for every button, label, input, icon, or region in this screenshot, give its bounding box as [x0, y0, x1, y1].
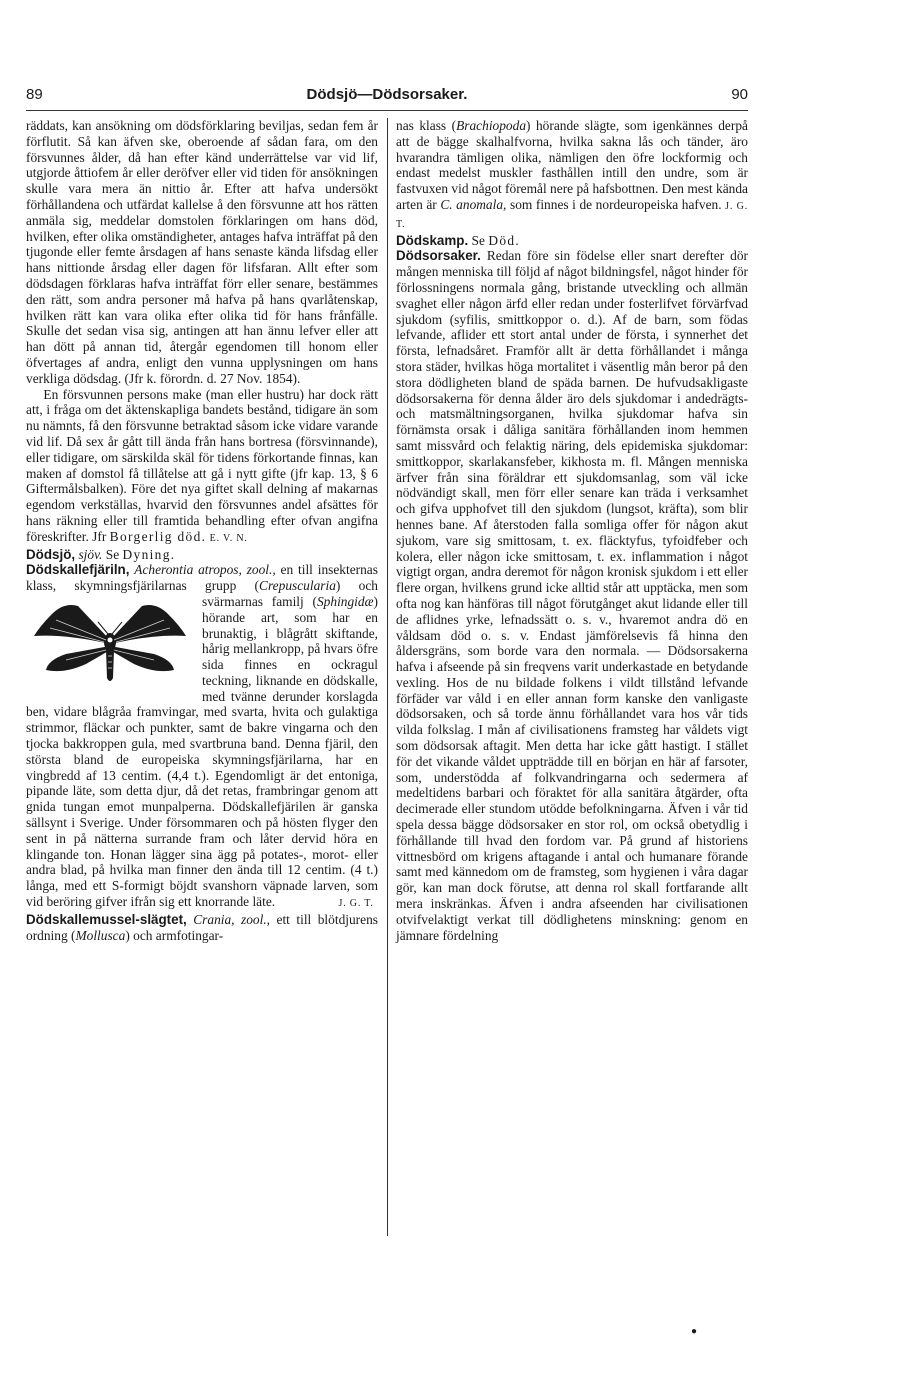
- text: Se: [471, 232, 485, 248]
- moth-illustration: [26, 596, 194, 690]
- text: som finnes i de nordeuropeiska hafven.: [509, 196, 722, 212]
- headword: Dödskallemussel-slägtet,: [26, 911, 187, 927]
- author-signature: E. V. N.: [209, 532, 248, 544]
- header-rule: [26, 110, 748, 111]
- page-number-left: 89: [26, 86, 43, 103]
- headword: Dödsjö,: [26, 546, 76, 562]
- entry-dodskallemussel: [26, 912, 378, 944]
- entry-dodsorsaker: [396, 248, 748, 943]
- text: Redan före sin födelse eller snart derefter dör mången menniska till följd af något bildningsfel, något hinder för förlossningens normala gång, bristande utveckling och allmän svaghet eller någon ärfd eller redan under fosterlifvet förvärfvad sjukdom (syfilis, smittkoppor o. d.). Af de barn, som födas lefvande, aflider ett stort antal under de första, i synnerhet det första, lefnadsåret. Framför allt är detta förhållandet i många stora städer, hvilkas höga mortalitet i väsentlig mån beror på den stora dödligheten bland de späda barnen. De hufvudsakligaste dödsorsakerna för denna ålder äro dels sjukdomar i andedrägts- och matsmältningsorganen, hvilka sjukdomar hafva sin förnämsta orsak i dåliga sanitära förhållanden inom hemmen samt missvård och felaktig näring, dels epidemiska sjukdomar: smittkoppor, skarlakansfeber, kikhosta m. fl. Mången menniska ärfver från sina föräldrar ett sjukdomsanlag, som väl icke nödvändigt skall, men förr eller senare kan träda i verksamhet och gifva upphofvet till den sjukdom (lungsot, kräfta), som blir hennes bane. Af återstoden falla somliga offer för någon akut sjukom, vare sig smittosam, t. ex. fläcktyfus, tyfoidfeber och kolera, eller någon icke smittosam, t. ex. inflammation i något vigtigt organ, andra deremot för någon kronisk sjukdom i ett eller flere organ, hvilkens grund icke alltid står att upptäcka, men som ofta nog kan hänföras till något förutgånget akut lidande eller till de aflidnes yrke, lefnadssätt o. s. v., hvaremot andra dö en våldsam död o. s. v. Endast jämförelsevis få hinna den åldersgräns, som borde vara den normala. — Dödsorsakerna hafva i afseende på sin freqvens varit underkastade en betydande vexling. Hos de nu bildade folkens i vildt tillstånd lefvande förfäder var våld i en eller annan form kanske den vanligaste dödsorsaken, och så torde ännu förhållandet vara hos vår tids vilda folkslag. I mån af civilisationens framsteg har våldets vigt som dödsorsak aftagit. Men detta har icke gått hastigt. I stället för det vikande våldet uppträdde till en början en här af farsoter, som, understödda af folkvandringarna och sedermera af medeltidens barbari och föraktet för alla sanitära åtgärder, ofta decimerade eller stundom utödde befolkningarna. Äfven i vår tid spela dessa bägge dödsorsaker en stor rol, om också obetydlig i förhållande till hvad den fordom var. På grund af historiens vittnesbörd om krigens aftagande i antal och humanare förande samt med kännedom om de framsteg, som hygienen i våra dagar gör, kan man dock förutse, att denna rol skall fortfarande allt mera inskränkas. Äfven i andra afseenden har civilisationen otvifvelaktigt verkat till dödlighetens minskning: genom en jämnare fördelning: [396, 248, 748, 943]
- latin-name: Mollusca: [75, 927, 126, 943]
- text: ) hörande art, som har en brunaktig, i blågrått skiftande, hårig mellankropp, på hvars öfre sida finnes en ockragul teckning, liknande en dödskalle, med tvänne derunder korslagda ben, vidare blågråa framvingar, med svarta, hvita och gulaktiga strimmor, fläckar och punkter, samt de bakre vingarna och den tjocka bakkroppen gula, med svartbruna band. Denna fjäril, den största bland de europeiska skymningsfjärilarna, har en vingbredd af 13 centim. (4,4 t.). Egendomligt är det entoniga, pipande läte, som detta djur, då det retas, frambringar genom att gnida tungan emot munpalperna. Dödskallefjärilen är ganska sällsynt i Sverige. Under försommaren och på hösten flyger den sent in på nätterna surrande fram och låter dervid höra en klingande ton. Honan lägger sina ägg på potates-, morot- eller andra blad, på hvilka man finner den ända till 12 centim. (4 t.) långa, med ett S-formigt böjdt svanshorn väpnade larven, som vid beröring gifver ifrån sig ett knorrande läte.: [26, 593, 378, 910]
- text: Se: [105, 546, 120, 562]
- cross-reference: Borgerlig död.: [109, 528, 207, 544]
- headword: Dödsorsaker.: [396, 248, 481, 264]
- headword: Dödskamp.: [396, 232, 469, 248]
- subject-label: sjöv.: [78, 546, 103, 562]
- latin-name: Acherontia atropos, zool.,: [134, 562, 276, 578]
- running-title: Dödsjö—Dödsorsaker.: [306, 86, 468, 103]
- latin-name: Crepuscularia: [259, 578, 336, 594]
- cross-reference: Död.: [488, 232, 521, 248]
- latin-name: Crania, zool.,: [193, 911, 271, 927]
- page-number-right: 90: [731, 86, 748, 103]
- cross-reference: Dyning.: [122, 546, 176, 562]
- author-signature: J. G. T.: [338, 898, 374, 910]
- entry-dodsjo: [26, 547, 378, 563]
- text: ) och svärmarnas familj (: [202, 578, 378, 609]
- headword: Dödskallefjäriln,: [26, 562, 130, 578]
- text: räddats, kan ansökning om dödsförklaring beviljas, sedan fem år förflutit. Så kan äfven ske, oberoende af sådan fara, om den försvunnes ålder, då han efter känd underrättelse var vid lif, utgjorde åttiofem år eller deröfver eller vid tiden för ansökningen skulle vara mera än nittio år. Efter att hafva undersökt förhållandena och utfärdat kallelse å den försvunne att hos rätten anmäla sig, meddelar domstolen förklaringen om hans död, hvilken, efter olika omständigheter, antages hafva inträffat på den tjugonde eller femte årsdagen af hans senaste kända lifsdag eller hans nittionde årsdag eller dagen för lifsfaran. Allt efter som dödsdagen förklaras hafva inträffat förr eller senare, bestämmes den rätt, som andra personer må hafva på hans qvarlåtenskap, hvilken rätt kan vara olika efter olika tid för hans frånfälle. Skulle det sedan visa sig, antingen att han ännu lefver eller att han dött på annan tid, återgår egendomen till honom eller öfvertages af andra, enligt den vunna upplysningen om hans verkliga dödsdag. (Jfr k. förordn. d. 27 Nov. 1854).: [26, 118, 378, 386]
- entry-dodskallefjariln: [26, 562, 378, 912]
- paragraph: [396, 118, 748, 233]
- latin-name: Sphingidæ: [316, 593, 374, 609]
- paragraph: [26, 387, 378, 547]
- latin-name: Brachiopoda: [456, 118, 527, 133]
- left-column: [26, 118, 378, 943]
- text: en till insekternas klass, skymningsfjärilarnas grupp (: [26, 562, 378, 594]
- text: nas klass (: [396, 118, 457, 133]
- text: En försvunnen persons make (man eller hustru) har dock rätt att, i fråga om det äktenskapliga bandets bestånd, tidigare än som nu nämnts, få den försvunne betraktad såsom icke vidare varande vid lif. Då sex år gått till ända från hans bortresa (försvinnande), eller tidigare, om särskilda skäl för tidens förkortande finnas, kan maken af domstol få tillåtelse att gå i nytt gifte (jfr kap. 13, § 6 Giftermålsbalken). Före det nya giftet skall delning af makarnas egendom verkställas, hvarvid den försvunnes andel afsättes för hans räkning eller till framtida behandling efter ofvan angifna föreskrifter. Jfr: [26, 386, 378, 544]
- entry-dodskamp: [396, 233, 748, 249]
- column-separator: [387, 118, 388, 1236]
- latin-name: C. anomala,: [440, 196, 507, 212]
- text: ) hörande slägte, som igenkännes derpå att de bägge skalhalfvorna, hvilka sakna lås och tänder, äro hvarandra tämligen olika, nämligen den öfre lockformig och endast medelst muskler fasthållen intill den undre, som är fastvuxen vid något föremål nere på hafsbottnen. Den mest kända arten är: [396, 118, 748, 212]
- paragraph: [26, 118, 378, 387]
- text: ) och armfotingar-: [125, 927, 224, 943]
- page-header: [26, 86, 748, 106]
- author-signature: J. G. T.: [396, 200, 748, 230]
- ink-speck: ●: [691, 1326, 698, 1337]
- text: ett till blötdjurens ordning (: [26, 911, 378, 943]
- right-column: [396, 118, 748, 943]
